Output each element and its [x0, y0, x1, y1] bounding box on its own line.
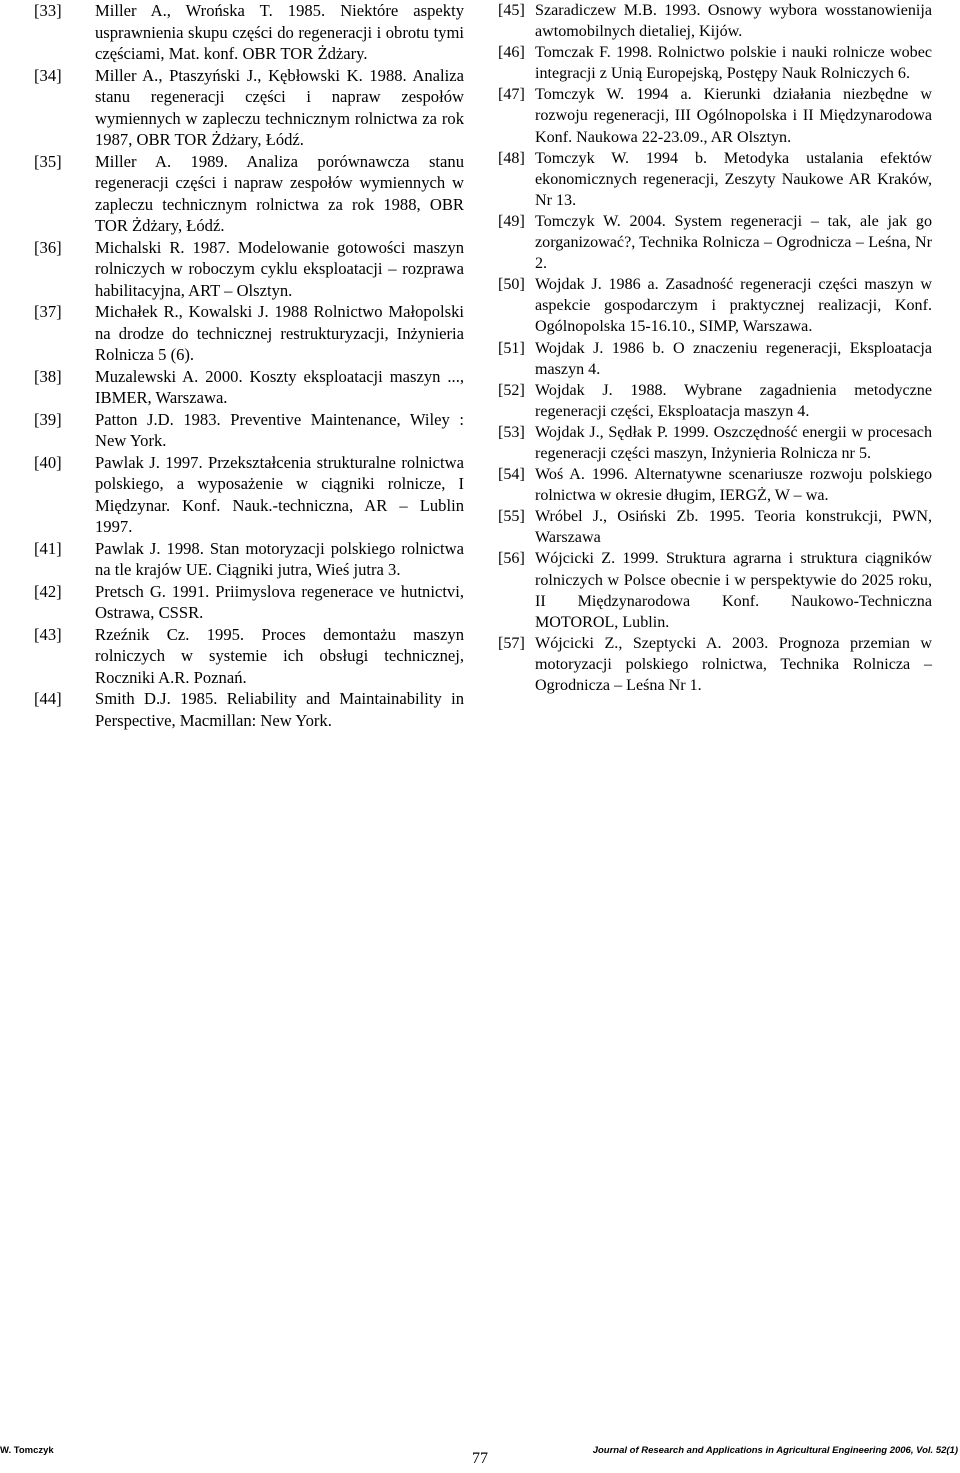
reference-number: [46] [498, 44, 525, 62]
reference-entry [34, 366, 464, 409]
reference-number: [35] [34, 151, 62, 171]
page-number: 77 [472, 1450, 488, 1467]
reference-number: [55] [498, 508, 525, 526]
reference-text: Szaradiczew M.B. 1993. Osnowy wybora wosstanowienija awtomobilnych dietaliej, Kijów. [535, 2, 932, 41]
reference-text: Wojdak J., Sędłak P. 1999. Oszczędność energii w procesach regeneracji części maszyn, Inżynieria Rolnicza nr 5. [535, 423, 932, 462]
footer-author: W. Tomczyk [0, 1445, 54, 1456]
reference-number: [54] [498, 466, 525, 484]
reference-number: [38] [34, 366, 62, 386]
reference-text: Rzeźnik Cz. 1995. Proces demontażu maszyn rolniczych w systemie ich obsługi technicznej, Roczniki A.R. Poznań. [95, 624, 464, 687]
reference-text: Michałek R., Kowalski J. 1988 Rolnictwo Małopolski na drodze do technicznej restrukturyzacji, Inżynieria Rolnicza 5 (6). [95, 302, 464, 364]
reference-entry [498, 211, 932, 274]
reference-text: Wójcicki Z., Szeptycki A. 2003. Prognoza przemian w motoryzacji polskiego rolnictwa, Technika Rolnicza – Ogrodnicza – Leśna Nr 1. [535, 634, 932, 694]
reference-entry [34, 688, 464, 731]
reference-number: [42] [34, 581, 62, 601]
reference-entry [498, 548, 932, 632]
right-reference-column [498, 0, 932, 696]
reference-number: [45] [498, 2, 525, 19]
reference-text: Muzalewski A. 2000. Koszty eksploatacji maszyn ..., IBMER, Warszawa. [95, 366, 464, 407]
reference-entry [498, 42, 932, 84]
reference-number: [40] [34, 452, 62, 472]
reference-number: [51] [498, 339, 525, 357]
reference-text: Pawlak J. 1998. Stan motoryzacji polskiego rolnictwa na tle krajów UE. Ciągniki jutra, Wieś jutra 3. [95, 538, 464, 579]
reference-text: Miller A., Wrońska T. 1985. Niektóre aspekty usprawnienia skupu części do regeneracji i obrotu tymi częściami, Mat. konf. OBR TOR Żdżary. [95, 1, 464, 63]
reference-number: [37] [34, 302, 62, 321]
reference-number: [49] [498, 212, 525, 230]
reference-text: Tomczak F. 1998. Rolnictwo polskie i nauki rolnicze wobec integracji z Unią Europejską, Postępy Nauk Rolniczych 6. [535, 44, 932, 83]
reference-number: [56] [498, 550, 525, 568]
reference-entry [34, 538, 464, 581]
reference-entry [34, 237, 464, 302]
reference-entry [34, 624, 464, 689]
reference-text: Smith D.J. 1985. Reliability and Maintainability in Perspective, Macmillan: New York. [95, 689, 464, 730]
reference-entry [498, 274, 932, 337]
reference-entry [34, 151, 464, 237]
reference-entry [498, 506, 932, 548]
reference-number: [39] [34, 409, 62, 429]
reference-number: [53] [498, 423, 525, 441]
reference-text: Patton J.D. 1983. Preventive Maintenance, Wiley : New York. [95, 409, 464, 450]
reference-text: Pretsch G. 1991. Priimyslova regenerace ve hutnictvi, Ostrawa, CSSR. [95, 581, 464, 622]
reference-number: [44] [34, 689, 62, 708]
reference-text: Wojdak J. 1988. Wybrane zagadnienia metodyczne regeneracji części, Eksploatacja maszyn 4. [535, 381, 932, 420]
reference-text: Wójcicki Z. 1999. Struktura agrarna i struktura ciągników rolniczych w Polsce obecnie i w perspektywie do 2025 roku, II Międzynarodowa Konf. Naukowo-Techniczna MOTOROL, Lublin. [535, 550, 932, 631]
reference-text: Miller A., Ptaszyński J., Kębłowski K. 1988. Analiza stanu regeneracji części i napraw zespołów wymiennych w zapleczu technicznym rolnictwa za rok 1987, OBR TOR Żdżary, Łódź. [95, 65, 464, 149]
reference-text: Wróbel J., Osiński Zb. 1995. Teoria konstrukcji, PWN, Warszawa [535, 508, 932, 547]
reference-text: Tomczyk W. 2004. System regeneracji – tak, ale jak go zorganizować?, Technika Rolnicza – Ogrodnicza – Leśna, Nr 2. [535, 212, 932, 273]
reference-number: [47] [498, 86, 525, 104]
footer-journal: Journal of Research and Applications in Agricultural Engineering 2006, Vol. 52(1) [592, 1445, 958, 1456]
reference-entry [498, 464, 932, 506]
reference-entry [498, 0, 932, 42]
reference-text: Michalski R. 1987. Modelowanie gotowości maszyn rolniczych w roboczym cyklu eksploatacji – rozprawa habilitacyjna, ART – Olsztyn. [95, 237, 464, 300]
reference-text: Miller A. 1989. Analiza porównawcza stanu regeneracji części i napraw zespołów wymiennych w zapleczu technicznym rolnictwa za rok 1988, OBR TOR Żdżary, Łódź. [95, 151, 464, 235]
reference-text: Woś A. 1996. Alternatywne scenariusze rozwoju polskiego rolnictwa w okresie długim, IERGŻ, W – wa. [535, 466, 932, 505]
reference-entry [498, 380, 932, 422]
page-footer [0, 1430, 960, 1470]
reference-entry [498, 338, 932, 380]
reference-number: [34] [34, 65, 62, 85]
reference-number: [33] [34, 1, 62, 20]
reference-text: Pawlak J. 1997. Przekształcenia strukturalne rolnictwa polskiego, a wyposażenie w ciągniki rolnicze, I Międzynar. Konf. Nauk.-techniczna, AR – Lublin 1997. [95, 452, 464, 536]
reference-number: [43] [34, 624, 62, 644]
reference-entry [498, 148, 932, 211]
reference-entry [498, 422, 932, 464]
left-reference-column [34, 0, 464, 731]
reference-number: [50] [498, 276, 525, 294]
reference-entry [498, 84, 932, 147]
reference-entry [34, 581, 464, 624]
reference-number: [36] [34, 237, 62, 257]
reference-entry [498, 633, 932, 696]
reference-entry [34, 65, 464, 151]
reference-number: [48] [498, 149, 525, 167]
reference-entry [34, 452, 464, 538]
reference-text: Wojdak J. 1986 a. Zasadność regeneracji części maszyn w aspekcie gospodarczym i praktycznej realizacji, Konf. Ogólnopolska 15-16.10., SIMP, Warszawa. [535, 276, 932, 336]
reference-text: Tomczyk W. 1994 a. Kierunki działania niezbędne w rozwoju regeneracji, III Ogólnopolska i II Międzynarodowa Konf. Naukowa 22-23.09., AR Olsztyn. [535, 86, 932, 146]
reference-number: [57] [498, 634, 525, 652]
reference-text: Wojdak J. 1986 b. O znaczeniu regeneracji, Eksploatacja maszyn 4. [535, 339, 932, 378]
reference-text: Tomczyk W. 1994 b. Metodyka ustalania efektów ekonomicznych regeneracji, Zeszyty Naukowe AR Kraków, Nr 13. [535, 149, 932, 209]
reference-number: [52] [498, 381, 525, 399]
reference-number: [41] [34, 538, 62, 558]
reference-entry [34, 0, 464, 65]
reference-entry [34, 301, 464, 366]
reference-entry [34, 409, 464, 452]
